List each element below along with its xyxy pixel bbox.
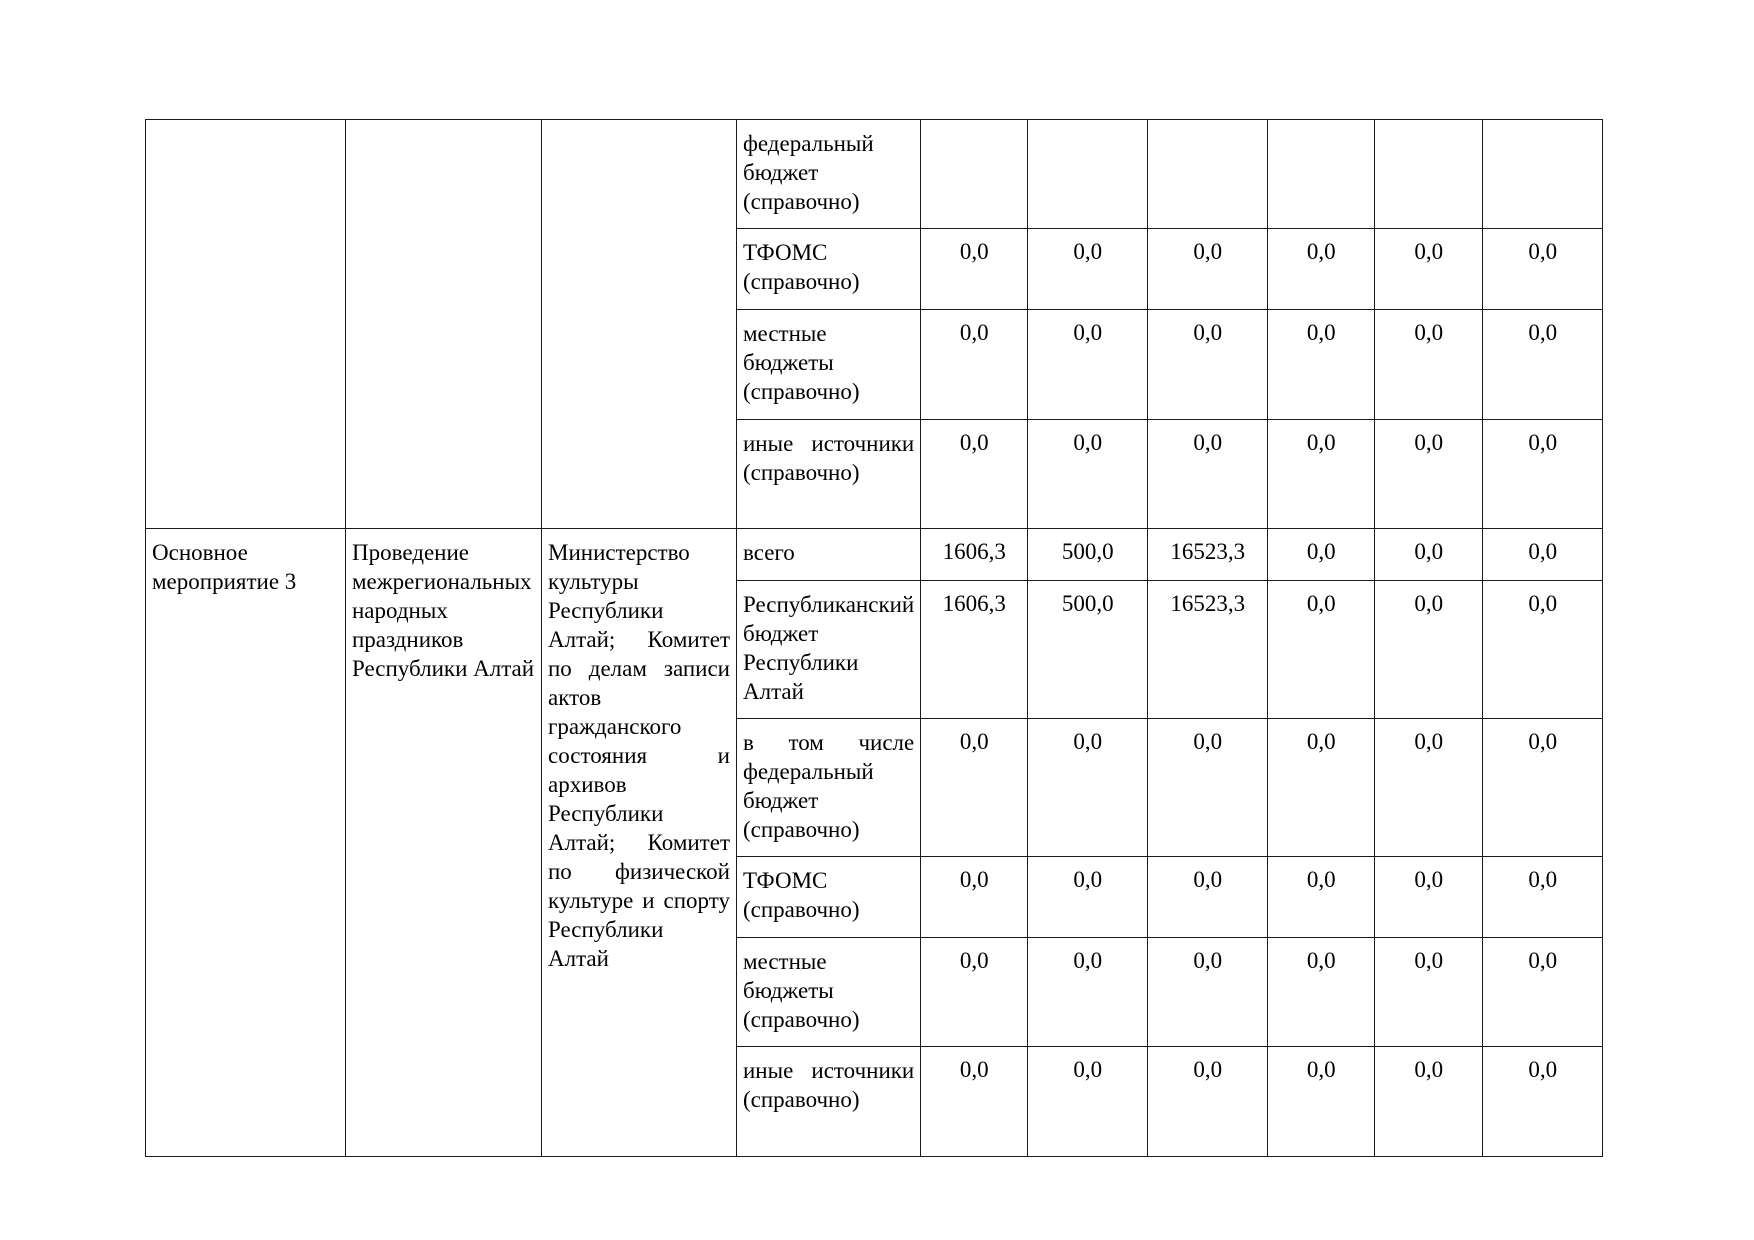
- value-cell: 0,0: [1148, 229, 1268, 310]
- value-cell: 0,0: [1268, 938, 1375, 1047]
- value-cell: [1028, 120, 1148, 229]
- value-cell: 0,0: [1148, 310, 1268, 420]
- value-cell: 16523,3: [1148, 529, 1268, 581]
- value-cell: 0,0: [1148, 938, 1268, 1047]
- source-cell: ТФОМС (справочно): [737, 857, 921, 938]
- value-cell: 0,0: [921, 719, 1028, 857]
- status-cell: Основное мероприятие 3: [146, 529, 346, 1157]
- executor-cell-empty: [542, 120, 737, 529]
- value-cell: 0,0: [1375, 529, 1483, 581]
- value-cell: 0,0: [1483, 719, 1603, 857]
- value-cell: [921, 120, 1028, 229]
- value-cell: 0,0: [1375, 719, 1483, 857]
- value-cell: 0,0: [1483, 581, 1603, 719]
- value-cell: 0,0: [921, 420, 1028, 529]
- value-cell: 0,0: [1483, 529, 1603, 581]
- value-cell: 16523,3: [1148, 581, 1268, 719]
- value-cell: 0,0: [1028, 719, 1148, 857]
- value-cell: 0,0: [1028, 1047, 1148, 1157]
- funding-table: [145, 119, 1603, 1157]
- value-cell: 0,0: [921, 310, 1028, 420]
- executors-cell: Министерство культуры Республики Алтай; Комитет по делам записи актов гражданского состояния и архивов Республики Алтай; Комитет по физической культуре и спорту Республики Алтай: [542, 529, 737, 1157]
- value-cell: 0,0: [1268, 420, 1375, 529]
- value-cell: 0,0: [1375, 310, 1483, 420]
- value-cell: 0,0: [1375, 857, 1483, 938]
- value-cell: 0,0: [1375, 1047, 1483, 1157]
- value-cell: 0,0: [1268, 1047, 1375, 1157]
- value-cell: 0,0: [1268, 857, 1375, 938]
- value-cell: 0,0: [1268, 529, 1375, 581]
- value-cell: 0,0: [1028, 229, 1148, 310]
- event-name-cell: Проведение межрегиональных народных праздников Республики Алтай: [346, 529, 542, 1157]
- source-cell: ТФОМС (справочно): [737, 229, 921, 310]
- value-cell: 0,0: [1268, 581, 1375, 719]
- source-cell: местные бюджеты (справочно): [737, 310, 921, 420]
- value-cell: [1483, 120, 1603, 229]
- value-cell: 0,0: [921, 1047, 1028, 1157]
- value-cell: 0,0: [1483, 938, 1603, 1047]
- value-cell: 0,0: [1375, 229, 1483, 310]
- source-cell: иные источники (справочно): [737, 420, 921, 529]
- value-cell: 0,0: [1483, 229, 1603, 310]
- value-cell: 0,0: [1148, 1047, 1268, 1157]
- value-cell: 0,0: [1148, 719, 1268, 857]
- value-cell: 0,0: [1268, 310, 1375, 420]
- value-cell: [1148, 120, 1268, 229]
- value-cell: 0,0: [1028, 857, 1148, 938]
- value-cell: 1606,3: [921, 529, 1028, 581]
- table-row: [146, 120, 1603, 229]
- value-cell: 0,0: [1483, 310, 1603, 420]
- value-cell: 0,0: [1268, 229, 1375, 310]
- value-cell: 1606,3: [921, 581, 1028, 719]
- value-cell: 500,0: [1028, 529, 1148, 581]
- source-cell: иные источники (справочно): [737, 1047, 921, 1157]
- value-cell: 0,0: [1375, 581, 1483, 719]
- value-cell: 0,0: [1483, 420, 1603, 529]
- value-cell: 0,0: [1148, 420, 1268, 529]
- status-cell-empty: [146, 120, 346, 529]
- value-cell: 0,0: [921, 857, 1028, 938]
- source-cell: в том числе федеральный бюджет (справочно): [737, 719, 921, 857]
- value-cell: 0,0: [921, 938, 1028, 1047]
- value-cell: 0,0: [921, 229, 1028, 310]
- value-cell: 0,0: [1483, 1047, 1603, 1157]
- value-cell: 500,0: [1028, 581, 1148, 719]
- value-cell: 0,0: [1375, 938, 1483, 1047]
- value-cell: [1375, 120, 1483, 229]
- source-cell: Республиканский бюджет Республики Алтай: [737, 581, 921, 719]
- value-cell: 0,0: [1028, 310, 1148, 420]
- source-cell: федеральный бюджет (справочно): [737, 120, 921, 229]
- value-cell: 0,0: [1028, 420, 1148, 529]
- value-cell: 0,0: [1268, 719, 1375, 857]
- table-row: [146, 529, 1603, 581]
- value-cell: 0,0: [1028, 938, 1148, 1047]
- name-cell-empty: [346, 120, 542, 529]
- value-cell: 0,0: [1483, 857, 1603, 938]
- source-cell: местные бюджеты (справочно): [737, 938, 921, 1047]
- value-cell: [1268, 120, 1375, 229]
- value-cell: 0,0: [1148, 857, 1268, 938]
- source-cell: всего: [737, 529, 921, 581]
- value-cell: 0,0: [1375, 420, 1483, 529]
